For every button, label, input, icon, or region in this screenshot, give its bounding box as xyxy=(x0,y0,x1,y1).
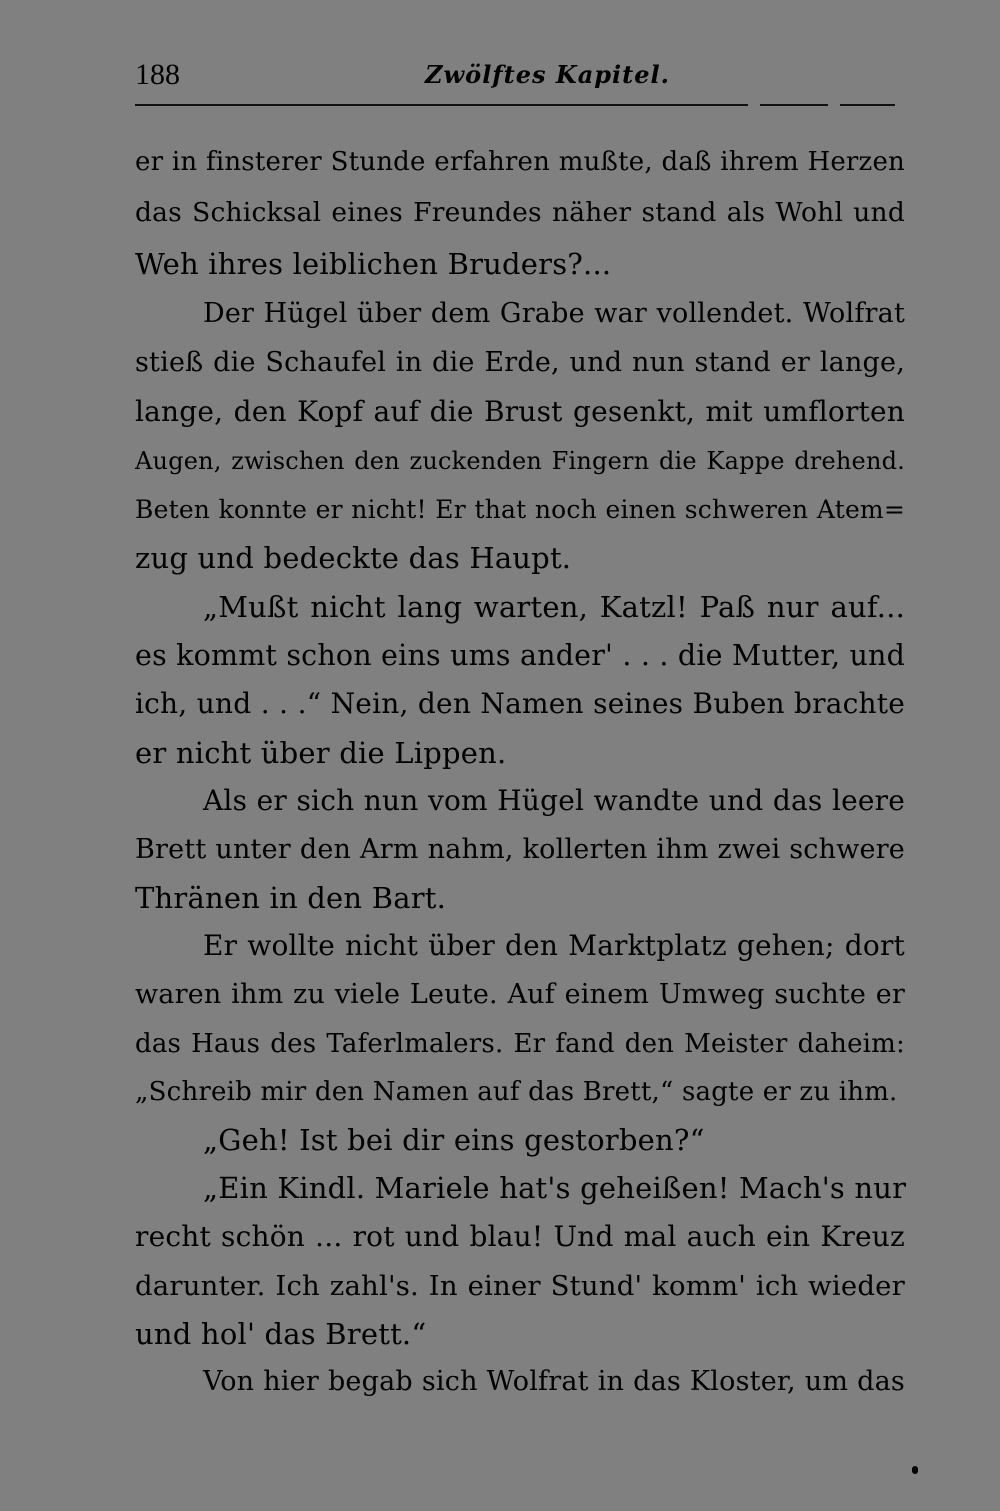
text-line: das Schicksal eines Freundes näher stand als Wohl und xyxy=(135,197,905,228)
text-line: Beten konnte er nicht! Er that noch einen schweren Atem= xyxy=(135,495,905,524)
text-line: Als er sich nun vom Hügel wandte und das leere xyxy=(203,784,905,817)
header-rule-gap xyxy=(828,101,840,107)
text-line: Weh ihres leiblichen Bruders?... xyxy=(135,247,612,281)
text-line: darunter. Ich zahl's. In einer Stund' komm' ich wieder xyxy=(135,1270,905,1302)
text-line: stieß die Schaufel in die Erde, und nun stand er lange, xyxy=(135,347,905,378)
text-line: lange, den Kopf auf die Brust gesenkt, mit umflorten xyxy=(135,395,905,428)
text-line: das Haus des Taferlmalers. Er fand den Meister daheim: xyxy=(135,1029,905,1059)
header-rule xyxy=(135,104,895,106)
text-line: waren ihm zu viele Leute. Auf einem Umweg suchte er xyxy=(135,979,905,1010)
text-line: Von hier begab sich Wolfrat in das Kloster, um das xyxy=(203,1366,905,1397)
header-rule-gap xyxy=(748,101,760,107)
page-number: 188 xyxy=(135,58,180,91)
text-line: und hol' das Brett.“ xyxy=(135,1317,427,1351)
text-line: Augen, zwischen den zuckenden Fingern die Kappe drehend. xyxy=(135,447,905,475)
text-line: „Ein Kindl. Mariele hat's geheißen! Mach's nur xyxy=(203,1171,907,1205)
text-line: Der Hügel über dem Grabe war vollendet. Wolfrat xyxy=(203,298,905,329)
running-head: Zwölftes Kapitel. xyxy=(425,60,670,89)
text-line: er nicht über die Lippen. xyxy=(135,736,507,770)
text-line: Brett unter den Arm nahm, kollerten ihm zwei schwere xyxy=(135,834,905,865)
text-line: recht schön ... rot und blau! Und mal auch ein Kreuz xyxy=(135,1220,905,1253)
page-header xyxy=(135,58,895,98)
text-line: ich, und . . .“ Nein, den Namen seines Buben brachte xyxy=(135,687,905,720)
text-line: es kommt schon eins ums ander' . . . die Mutter, und xyxy=(135,639,906,672)
print-speck xyxy=(912,1466,918,1474)
text-line: er in finsterer Stunde erfahren mußte, daß ihrem Herzen xyxy=(135,147,905,177)
text-line: „Mußt nicht lang warten, Katzl! Paß nur auf... xyxy=(203,590,905,624)
text-line: „Geh! Ist bei dir eins gestorben?“ xyxy=(203,1123,705,1157)
text-line: Thränen in den Bart. xyxy=(135,881,447,915)
text-line: „Schreib mir den Namen auf das Brett,“ sagte er zu ihm. xyxy=(135,1077,898,1107)
text-line: zug und bedeckte das Haupt. xyxy=(135,541,572,575)
text-line: Er wollte nicht über den Marktplatz gehen; dort xyxy=(203,929,905,962)
